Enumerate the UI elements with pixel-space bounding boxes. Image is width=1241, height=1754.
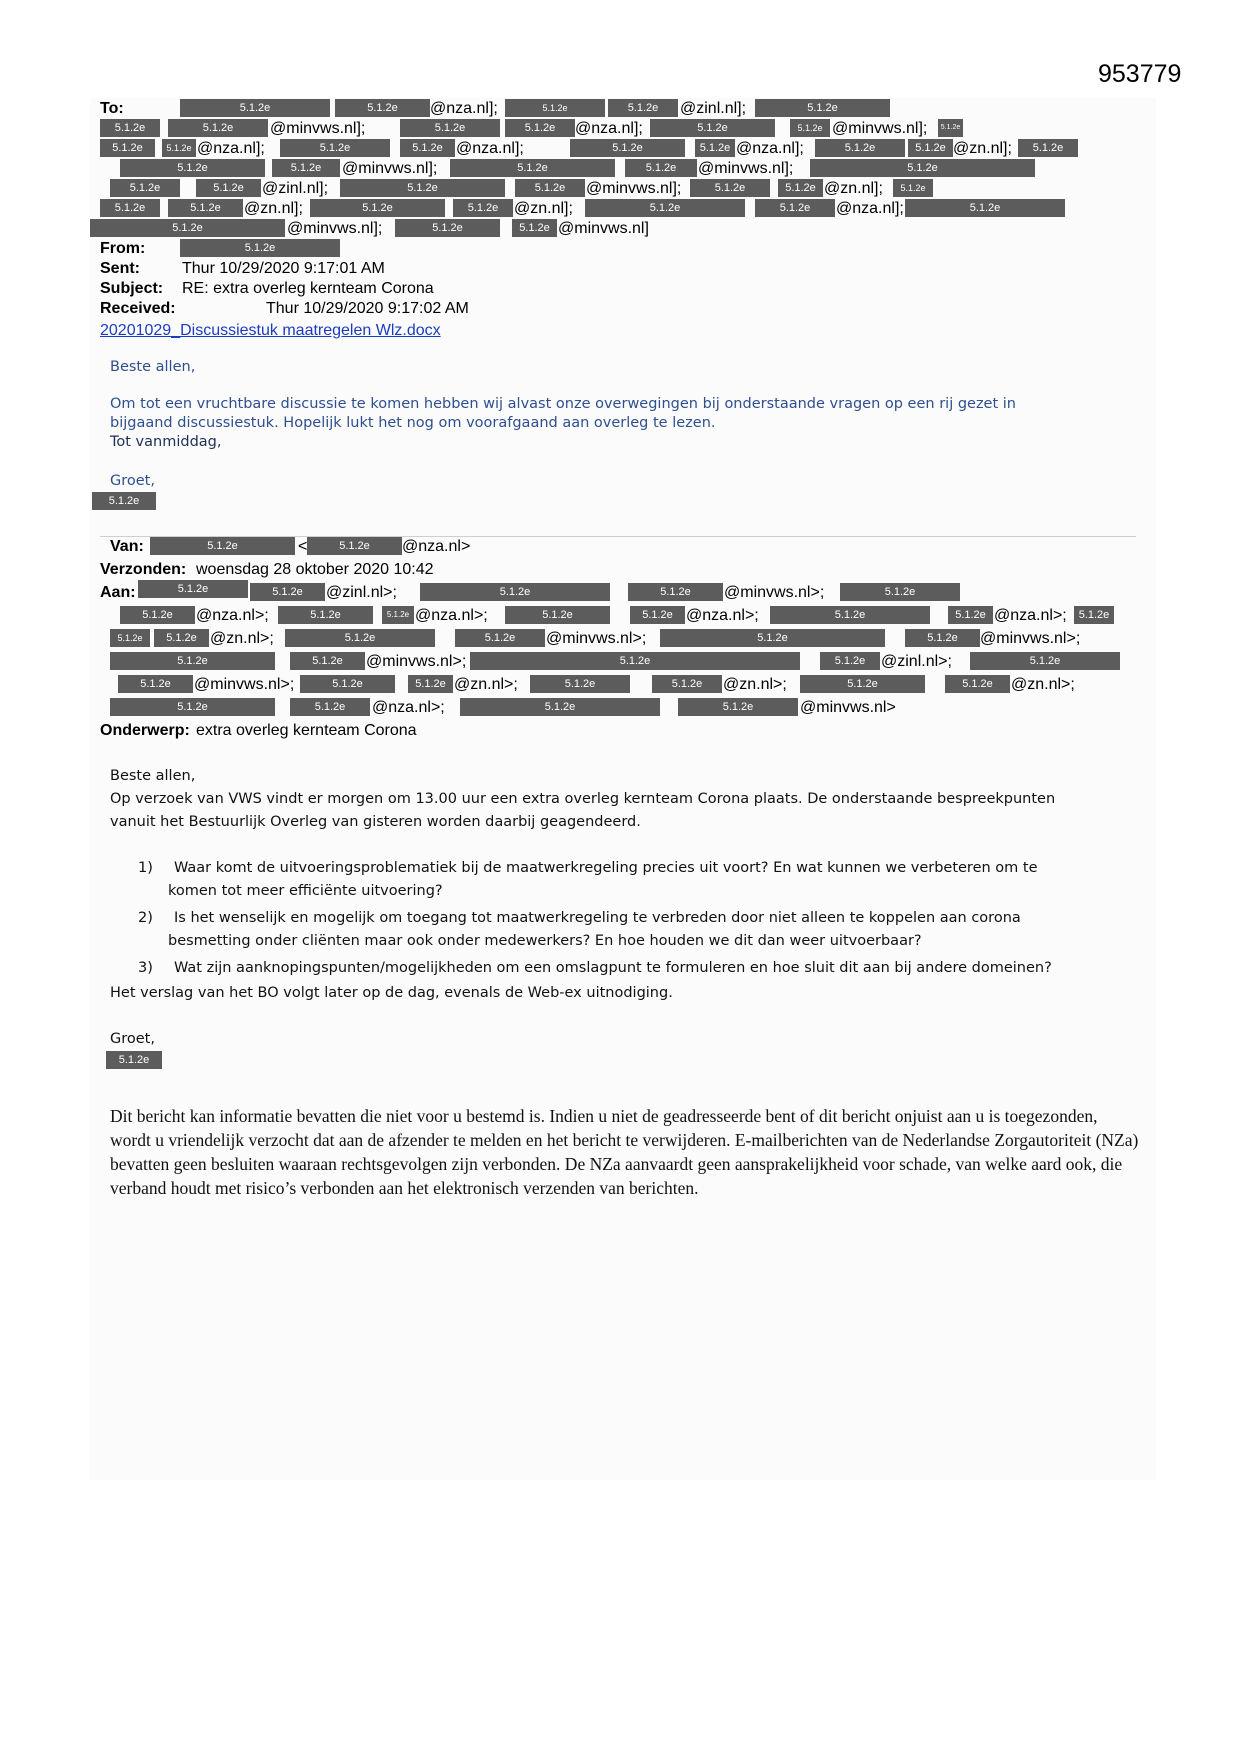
redaction-box: 5.1.2e — [92, 492, 156, 510]
original-greeting: Beste allen, — [110, 768, 196, 784]
email-domain: @minvws.nl] — [558, 220, 649, 237]
question-item — [110, 957, 1150, 980]
redaction-box: 5.1.2e — [770, 606, 930, 624]
redaction-box: 5.1.2e — [110, 179, 180, 197]
email-domain: @minvws.nl]; — [270, 120, 366, 137]
email-domain: @nza.nl]; — [456, 140, 524, 157]
redaction-box: 5.1.2e — [196, 179, 261, 197]
redaction-box: 5.1.2e — [180, 99, 330, 117]
redaction-box: 5.1.2e — [938, 119, 963, 137]
email-domain: @minvws.nl]; — [287, 220, 383, 237]
redaction-box: 5.1.2e — [470, 652, 800, 670]
question-text: besmetting onder cliënten maar ook onder medewerkers? En hoe houden we dit dan weer uitvoerbaar? — [168, 933, 922, 949]
redaction-box: 5.1.2e — [154, 629, 209, 647]
email-domain: @zn.nl]; — [824, 180, 883, 197]
aan-label: Aan: — [100, 584, 136, 601]
original-intro-1: Op verzoek van VWS vindt er morgen om 13.00 uur een extra overleg kernteam Corona plaats. De onderstaande bespreekpunten — [110, 791, 1056, 807]
document-number: 953779 — [1098, 60, 1182, 88]
redaction-box: 5.1.2e — [382, 606, 414, 624]
redaction-box: 5.1.2e — [100, 119, 160, 137]
redaction-box: 5.1.2e — [400, 119, 500, 137]
email-domain: @minvws.nl>; — [724, 584, 825, 601]
disclaimer: Dit bericht kan informatie bevatten die niet voor u bestemd is. Indien u niet de geadresseerde bent of dit bericht onjuist aan u is toegezonden, wordt u vriendelijk verzocht dat aan de afzender te melden en het bericht te verwijderen. E-mailberichten van de Nederlandse Zorgautoriteit (NZa) bevatten geen besluiten waaraan rechtsgevolgen zijn verbonden. De NZa aanvaardt geen aansprakelijkheid voor schade, van welke aard ook, die verband houdt met risico’s verbonden aan het elektronisch verzenden van berichten. — [110, 1106, 1139, 1198]
email-domain: @zinl.nl]; — [262, 180, 329, 197]
email-domain: @zn.nl>; — [210, 630, 274, 647]
redaction-box: 5.1.2e — [106, 1051, 162, 1069]
redaction-box: 5.1.2e — [815, 139, 905, 157]
original-closing: Groet, — [110, 1031, 155, 1047]
redaction-box: 5.1.2e — [948, 606, 993, 624]
redaction-box: 5.1.2e — [300, 675, 395, 693]
redaction-box: 5.1.2e — [908, 139, 953, 157]
redaction-box: 5.1.2e — [505, 119, 575, 137]
redaction-box: 5.1.2e — [453, 199, 513, 217]
redaction-box: 5.1.2e — [652, 675, 722, 693]
redaction-box: 5.1.2e — [515, 179, 585, 197]
email-domain: @minvws.nl>; — [366, 653, 467, 670]
email-domain: @minvws.nl]; — [698, 160, 794, 177]
redaction-box: 5.1.2e — [138, 580, 248, 598]
redaction-box: 5.1.2e — [625, 159, 697, 177]
email-domain: @zn.nl]; — [953, 140, 1012, 157]
redaction-box: 5.1.2e — [505, 99, 605, 117]
redaction-box: 5.1.2e — [110, 652, 275, 670]
redaction-box: 5.1.2e — [505, 606, 610, 624]
redaction-box: 5.1.2e — [678, 698, 798, 716]
question-list — [110, 857, 1150, 984]
onderwerp-label: Onderwerp: — [100, 722, 190, 739]
redaction-box: 5.1.2e — [650, 119, 775, 137]
redaction-box: 5.1.2e — [400, 139, 455, 157]
email-domain: @nza.nl>; — [415, 607, 488, 624]
email-domain: @zn.nl]; — [244, 200, 303, 217]
original-intro-2: vanuit het Bestuurlijk Overleg van gisteren worden daarbij geagendeerd. — [110, 814, 641, 830]
email-domain: @zn.nl>; — [723, 676, 787, 693]
van-label: Van: — [110, 538, 144, 555]
redaction-box: 5.1.2e — [608, 99, 678, 117]
redaction-box: 5.1.2e — [820, 652, 880, 670]
redaction-box: 5.1.2e — [450, 159, 615, 177]
question-number: 2) — [138, 910, 153, 926]
redaction-box: 5.1.2e — [162, 139, 196, 157]
redaction-box: 5.1.2e — [250, 583, 325, 601]
redaction-box: 5.1.2e — [630, 606, 685, 624]
redaction-box: 5.1.2e — [278, 606, 373, 624]
redaction-box: 5.1.2e — [120, 159, 265, 177]
redaction-box: 5.1.2e — [660, 629, 885, 647]
angle-open: < — [298, 538, 308, 555]
original-outro: Het verslag van het BO volgt later op de dag, evenals de Web-ex uitnodiging. — [110, 985, 673, 1001]
email-domain: @minvws.nl]; — [342, 160, 438, 177]
email-domain: @nza.nl]; — [430, 100, 498, 117]
reply-line-3: Tot vanmiddag, — [110, 434, 222, 450]
email-domain: @nza.nl>; — [994, 607, 1067, 624]
email-domain: @minvws.nl> — [800, 699, 896, 716]
redaction-box: 5.1.2e — [395, 219, 500, 237]
email-domain: @minvws.nl>; — [546, 630, 647, 647]
reply-greeting: Beste allen, — [110, 359, 196, 375]
redaction-box: 5.1.2e — [280, 139, 390, 157]
question-item — [110, 907, 1150, 953]
reply-closing: Groet, — [110, 473, 155, 489]
redaction-box: 5.1.2e — [120, 606, 195, 624]
redaction-box: 5.1.2e — [290, 698, 370, 716]
redaction-box: 5.1.2e — [100, 199, 160, 217]
redaction-box: 5.1.2e — [905, 199, 1065, 217]
email-domain: @zn.nl]; — [514, 200, 573, 217]
email-domain: @nza.nl>; — [196, 607, 269, 624]
question-text: komen tot meer efficiënte uitvoering? — [168, 883, 443, 899]
email-domain: @nza.nl]; — [836, 200, 904, 217]
email-domain: @minvws.nl]; — [586, 180, 682, 197]
redaction-box: 5.1.2e — [893, 179, 933, 197]
redaction-box: 5.1.2e — [307, 537, 402, 555]
redaction-box: 5.1.2e — [778, 179, 823, 197]
question-item — [110, 857, 1150, 903]
redaction-box: 5.1.2e — [290, 652, 365, 670]
redaction-box: 5.1.2e — [810, 159, 1035, 177]
subject-value: RE: extra overleg kernteam Corona — [182, 280, 434, 297]
redaction-box: 5.1.2e — [100, 139, 155, 157]
redaction-box: 5.1.2e — [408, 675, 453, 693]
redaction-box: 5.1.2e — [150, 537, 295, 555]
email-domain: @nza.nl]; — [575, 120, 643, 137]
redaction-box: 5.1.2e — [840, 583, 960, 601]
redaction-box: 5.1.2e — [695, 139, 735, 157]
question-number: 3) — [138, 960, 153, 976]
redaction-box: 5.1.2e — [570, 139, 685, 157]
redaction-box: 5.1.2e — [512, 219, 557, 237]
sent-label: Sent: — [100, 260, 140, 277]
email-domain: @zinl.nl>; — [326, 584, 397, 601]
redaction-box: 5.1.2e — [1018, 139, 1078, 157]
redaction-box: 5.1.2e — [628, 583, 723, 601]
email-domain: @minvws.nl>; — [980, 630, 1081, 647]
redaction-box: 5.1.2e — [460, 698, 660, 716]
attachment-link[interactable]: 20201029_Discussiestuk maatregelen Wlz.docx — [100, 322, 441, 339]
redaction-box: 5.1.2e — [755, 99, 890, 117]
received-label: Received: — [100, 300, 176, 317]
to-label: To: — [100, 100, 124, 117]
redaction-box: 5.1.2e — [90, 219, 285, 237]
redaction-box: 5.1.2e — [310, 199, 445, 217]
redaction-box: 5.1.2e — [340, 179, 505, 197]
question-text: Wat zijn aanknopingspunten/mogelijkheden om een omslagpunt te formuleren en hoe sluit dit aan bij andere domeinen? — [174, 960, 1052, 976]
redaction-box: 5.1.2e — [180, 239, 340, 257]
email-domain: @zinl.nl>; — [881, 653, 952, 670]
reply-line-1: Om tot een vruchtbare discussie te komen hebben wij alvast onze overwegingen bij onderstaande vragen op een rij gezet in — [110, 396, 1016, 412]
verzonden-label: Verzonden: — [100, 561, 187, 578]
email-domain: @nza.nl]; — [736, 140, 804, 157]
email-domain: @nza.nl>; — [372, 699, 445, 716]
redaction-box: 5.1.2e — [945, 675, 1010, 693]
email-domain: @nza.nl> — [402, 538, 471, 555]
question-number: 1) — [138, 860, 153, 876]
email-domain: @zn.nl>; — [1011, 676, 1075, 693]
redaction-box: 5.1.2e — [118, 675, 193, 693]
redaction-box: 5.1.2e — [110, 698, 275, 716]
email-domain: @minvws.nl>; — [194, 676, 295, 693]
sent-value: Thur 10/29/2020 9:17:01 AM — [182, 260, 385, 277]
redaction-box: 5.1.2e — [455, 629, 545, 647]
redaction-box: 5.1.2e — [1074, 606, 1114, 624]
redaction-box: 5.1.2e — [585, 199, 745, 217]
redaction-box: 5.1.2e — [168, 119, 268, 137]
question-text: Is het wenselijk en mogelijk om toegang tot maatwerkregeling te verbreden door niet alleen te koppelen aan corona — [174, 910, 1021, 926]
redaction-box: 5.1.2e — [970, 652, 1120, 670]
reply-line-2: bijgaand discussiestuk. Hopelijk lukt het nog om voorafgaand aan overleg te lezen. — [110, 415, 716, 431]
verzonden-value: woensdag 28 oktober 2020 10:42 — [196, 561, 434, 578]
question-text: Waar komt de uitvoeringsproblematiek bij de maatwerkregeling precies uit voort? En wat kunnen we verbeteren om te — [174, 860, 1038, 876]
redaction-box: 5.1.2e — [755, 199, 835, 217]
redaction-box: 5.1.2e — [168, 199, 243, 217]
onderwerp-value: extra overleg kernteam Corona — [196, 722, 417, 739]
email-domain: @zinl.nl]; — [680, 100, 747, 117]
redaction-box: 5.1.2e — [800, 675, 925, 693]
redaction-box: 5.1.2e — [272, 159, 340, 177]
redaction-box: 5.1.2e — [905, 629, 980, 647]
email-domain: @zn.nl>; — [454, 676, 518, 693]
subject-label: Subject: — [100, 280, 164, 297]
received-value: Thur 10/29/2020 9:17:02 AM — [266, 300, 469, 317]
redaction-box: 5.1.2e — [110, 629, 150, 647]
redaction-box: 5.1.2e — [335, 99, 430, 117]
from-label: From: — [100, 240, 146, 257]
redaction-box: 5.1.2e — [690, 179, 770, 197]
email-domain: @nza.nl>; — [686, 607, 759, 624]
redaction-box: 5.1.2e — [285, 629, 435, 647]
email-domain: @minvws.nl]; — [832, 120, 928, 137]
email-domain: @nza.nl]; — [197, 140, 265, 157]
redaction-box: 5.1.2e — [420, 583, 610, 601]
redaction-box: 5.1.2e — [790, 119, 830, 137]
redaction-box: 5.1.2e — [530, 675, 630, 693]
